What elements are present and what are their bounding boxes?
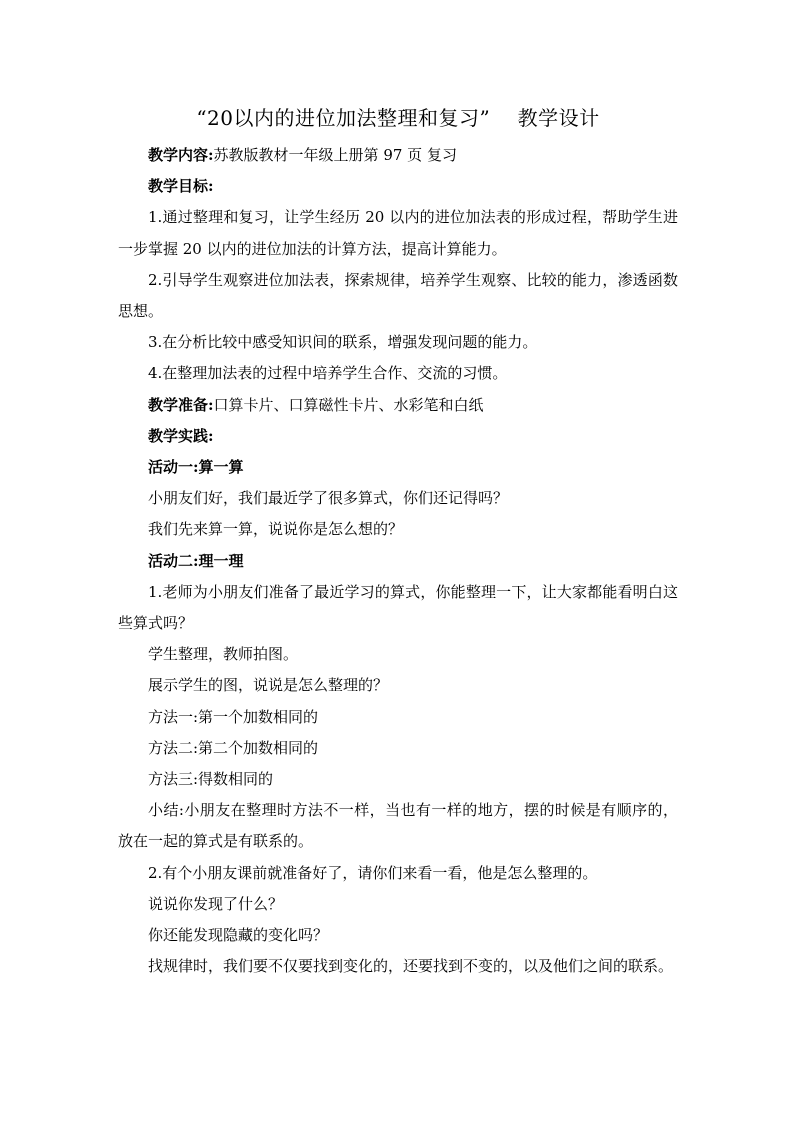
goal-item-1: 1.通过整理和复习，让学生经历 20 以内的进位加法表的形成过程，帮助学生进一步掌握 20 以内的进位加法的计算方法，提高计算能力。	[118, 208, 678, 258]
activity2-line-8: 2.有个小朋友课前就准备好了，请你们来看一看，他是怎么整理的。	[148, 863, 598, 882]
teaching-content-line	[118, 140, 678, 171]
activity2-line-4: 方法一:第一个加数相同的	[148, 707, 319, 726]
activity1-line-1: 小朋友们好，我们最近学了很多算式，你们还记得吗？	[148, 489, 509, 508]
goal-item-2: 2.引导学生观察进位加法表，探索规律，培养学生观察、比较的能力，渗透函数思想。	[118, 270, 678, 321]
activity2-line-2: 学生整理，教师拍图。	[148, 645, 299, 664]
activity2-title: 活动二:理一理	[148, 551, 244, 570]
activity2-line-1: 1.老师为小朋友们准备了最近学习的算式，你能整理一下，让大家都能看明白这些算式吗？	[118, 582, 678, 633]
teaching-prep-label: 教学准备:	[148, 395, 214, 414]
activity1-title: 活动一:算一算	[148, 458, 244, 477]
teaching-goals-label: 教学目标:	[148, 177, 214, 196]
document-page	[118, 98, 678, 982]
activity2-line-3: 展示学生的图，说说是怎么整理的？	[148, 676, 389, 695]
document-title: “20以内的进位加法整理和复习” 教学设计	[196, 106, 600, 130]
teaching-prep-text: 口算卡片、口算磁性卡片、水彩笔和白纸	[213, 395, 484, 414]
activity2-line-6: 方法三:得数相同的	[148, 770, 274, 789]
goal-item-3: 3.在分析比较中感受知识间的联系，增强发现问题的能力。	[148, 333, 538, 352]
teaching-content-text: 苏教版教材一年级上册第 97 页 复习	[213, 146, 457, 164]
activity1-line-2: 我们先来算一算，说说你是怎么想的？	[148, 520, 404, 539]
activity2-line-9: 说说你发现了什么？	[148, 894, 284, 913]
activity2-line-5: 方法二:第二个加数相同的	[148, 738, 319, 757]
teaching-prep-line	[118, 390, 678, 421]
activity2-line-11: 找规律时，我们要不仅要找到变化的，还要找到不变的，以及他们之间的联系。	[148, 957, 674, 976]
activity2-line-10: 你还能发现隐藏的变化吗？	[148, 926, 329, 945]
teaching-content-label: 教学内容:	[148, 146, 214, 164]
goal-item-4: 4.在整理加法表的过程中培养学生合作、交流的习惯。	[148, 364, 508, 383]
teaching-practice-label: 教学实践:	[148, 426, 214, 445]
activity2-line-7: 小结:小朋友在整理时方法不一样，当也有一样的地方，摆的时候是有顺序的，放在一起的算式是有联系的。	[118, 801, 678, 851]
